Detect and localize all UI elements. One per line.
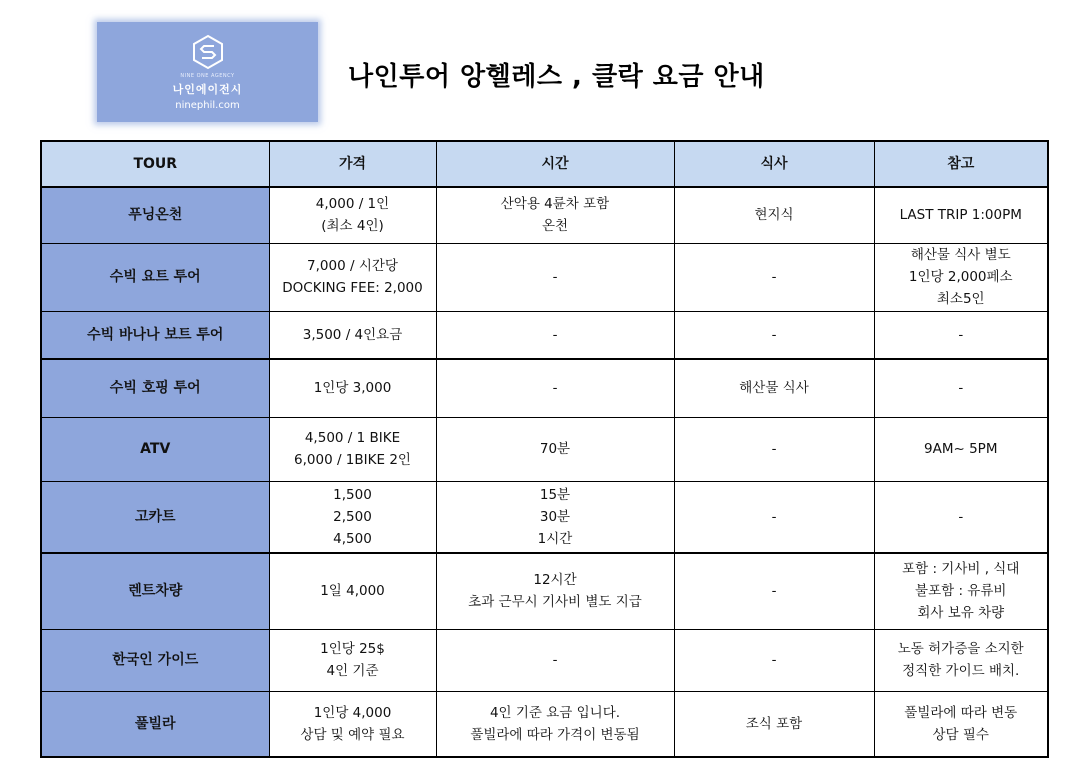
price-cell-line: 3,500 / 4인요금	[302, 326, 403, 343]
note-cell	[874, 417, 1048, 481]
meal-cell	[674, 417, 874, 481]
time-cell	[436, 417, 674, 481]
note-cell-line: 상담 필수	[932, 726, 989, 743]
price-cell	[269, 629, 436, 691]
price-cell	[269, 359, 436, 417]
price-cell	[269, 243, 436, 311]
meal-cell	[674, 691, 874, 757]
note-cell-line: -	[958, 326, 964, 343]
price-cell	[269, 187, 436, 243]
rate-table	[40, 140, 1049, 758]
column-header-meal: 식사	[674, 141, 874, 187]
price-cell-line: 1일 4,000	[320, 583, 385, 600]
tour-name-cell: 한국인 가이드	[41, 629, 269, 691]
time-cell	[436, 243, 674, 311]
note-cell-line: 노동 허가증을 소지한	[897, 641, 1024, 657]
table-row	[41, 311, 1048, 359]
tour-name-cell: ATV	[41, 417, 269, 481]
time-cell-line: 4인 기준 요금 입니다.	[489, 704, 621, 721]
time-cell-line: 15분	[539, 486, 571, 503]
time-cell	[436, 481, 674, 553]
meal-cell-line: -	[771, 508, 777, 525]
meal-cell	[674, 629, 874, 691]
note-cell-line: 최소5인	[936, 291, 985, 307]
price-cell-line: 4,500 / 1 BIKE	[304, 430, 401, 446]
tour-name-cell: 푸닝온천	[41, 187, 269, 243]
price-cell-line: 1인당 25$	[320, 641, 385, 657]
time-cell	[436, 553, 674, 629]
time-cell	[436, 691, 674, 757]
price-cell-line: 4인 기준	[326, 663, 379, 679]
time-cell-line: 30분	[539, 508, 571, 525]
time-cell-line: -	[552, 652, 558, 668]
time-cell-line: -	[552, 380, 558, 397]
table-row	[41, 417, 1048, 481]
table-row	[41, 187, 1048, 243]
time-cell-line: -	[552, 326, 558, 343]
meal-cell	[674, 481, 874, 553]
meal-cell	[674, 187, 874, 243]
meal-cell-line: -	[771, 326, 777, 343]
company-logo	[97, 22, 318, 122]
time-cell	[436, 629, 674, 691]
meal-cell	[674, 553, 874, 629]
note-cell	[874, 243, 1048, 311]
column-header-tour: TOUR	[41, 141, 269, 187]
time-cell-line: 70분	[539, 441, 571, 457]
logo-url: ninephil.com	[175, 99, 240, 111]
price-cell-line: (최소 4인)	[321, 218, 384, 235]
meal-cell-line: -	[771, 583, 777, 600]
tour-name-cell: 풀빌라	[41, 691, 269, 757]
note-cell	[874, 311, 1048, 359]
table-row	[41, 629, 1048, 691]
table-row	[41, 553, 1048, 629]
column-header-price: 가격	[269, 141, 436, 187]
time-cell-line: 초과 근무시 기사비 별도 지급	[468, 594, 642, 611]
time-cell-line: 풀빌라에 따라 가격이 변동됨	[470, 726, 640, 743]
price-cell-line: 1인당 3,000	[313, 380, 392, 397]
price-cell-line: 4,500	[333, 530, 372, 547]
note-cell-line: 정직한 가이드 배치.	[902, 663, 1020, 679]
meal-cell-line: 조식 포함	[745, 715, 803, 732]
note-cell-line: -	[958, 380, 964, 397]
tour-name-cell: 수빅 요트 투어	[41, 243, 269, 311]
time-cell-line: 온천	[541, 218, 569, 235]
logo-tagline: NINE ONE AGENCY	[180, 72, 235, 79]
price-cell-line: DOCKING FEE: 2,000	[282, 280, 423, 296]
meal-cell	[674, 311, 874, 359]
note-cell	[874, 187, 1048, 243]
note-cell-line: 불포함 : 유류비	[915, 583, 1007, 600]
hexagon-s-logo-icon	[190, 34, 226, 70]
table-row	[41, 691, 1048, 757]
price-cell	[269, 417, 436, 481]
price-cell-line: 1,500	[333, 486, 372, 503]
price-cell-line: 4,000 / 1인	[315, 196, 390, 213]
price-cell	[269, 311, 436, 359]
table-header-row	[41, 141, 1048, 187]
tour-name-cell: 수빅 호핑 투어	[41, 359, 269, 417]
note-cell-line: 9AM~ 5PM	[924, 441, 998, 457]
time-cell	[436, 311, 674, 359]
tour-name-cell: 수빅 바나나 보트 투어	[41, 311, 269, 359]
note-cell	[874, 629, 1048, 691]
table-row	[41, 481, 1048, 553]
tour-name-cell: 렌트차량	[41, 553, 269, 629]
table-row	[41, 359, 1048, 417]
note-cell-line: 포함 : 기사비 , 식대	[902, 561, 1020, 578]
price-cell	[269, 481, 436, 553]
note-cell	[874, 359, 1048, 417]
note-cell	[874, 553, 1048, 629]
time-cell	[436, 187, 674, 243]
meal-cell	[674, 359, 874, 417]
price-cell-line: 7,000 / 시간당	[307, 258, 398, 274]
time-cell	[436, 359, 674, 417]
column-header-time: 시간	[436, 141, 674, 187]
tour-name-cell: 고카트	[41, 481, 269, 553]
logo-name: 나인에이전시	[172, 82, 243, 96]
meal-cell	[674, 243, 874, 311]
price-cell-line: 상담 및 예약 필요	[300, 726, 405, 743]
note-cell	[874, 481, 1048, 553]
note-cell-line: 풀빌라에 따라 변동	[904, 704, 1018, 721]
price-cell	[269, 691, 436, 757]
price-cell	[269, 553, 436, 629]
time-cell-line: 산악용 4륜차 포함	[500, 196, 610, 213]
meal-cell-line: -	[771, 652, 777, 668]
time-cell-line: 12시간	[533, 572, 577, 589]
note-cell	[874, 691, 1048, 757]
page-title: 나인투어 앙헬레스 , 클락 요금 안내	[348, 62, 765, 92]
note-cell-line: 1인당 2,000페소	[908, 269, 1013, 285]
meal-cell-line: 현지식	[754, 207, 794, 224]
note-cell-line: 회사 보유 차량	[917, 605, 1005, 622]
time-cell-line: -	[552, 269, 558, 285]
meal-cell-line: 해산물 식사	[739, 380, 809, 397]
note-cell-line: 해산물 식사 별도	[910, 247, 1011, 263]
price-cell-line: 6,000 / 1BIKE 2인	[294, 452, 411, 468]
time-cell-line: 1시간	[537, 530, 573, 547]
price-cell-line: 1인당 4,000	[313, 704, 392, 721]
meal-cell-line: -	[771, 441, 777, 457]
table-row	[41, 243, 1048, 311]
price-cell-line: 2,500	[333, 508, 372, 525]
column-header-note: 참고	[874, 141, 1048, 187]
note-cell-line: -	[958, 508, 964, 525]
meal-cell-line: -	[771, 269, 777, 285]
note-cell-line: LAST TRIP 1:00PM	[899, 207, 1022, 224]
